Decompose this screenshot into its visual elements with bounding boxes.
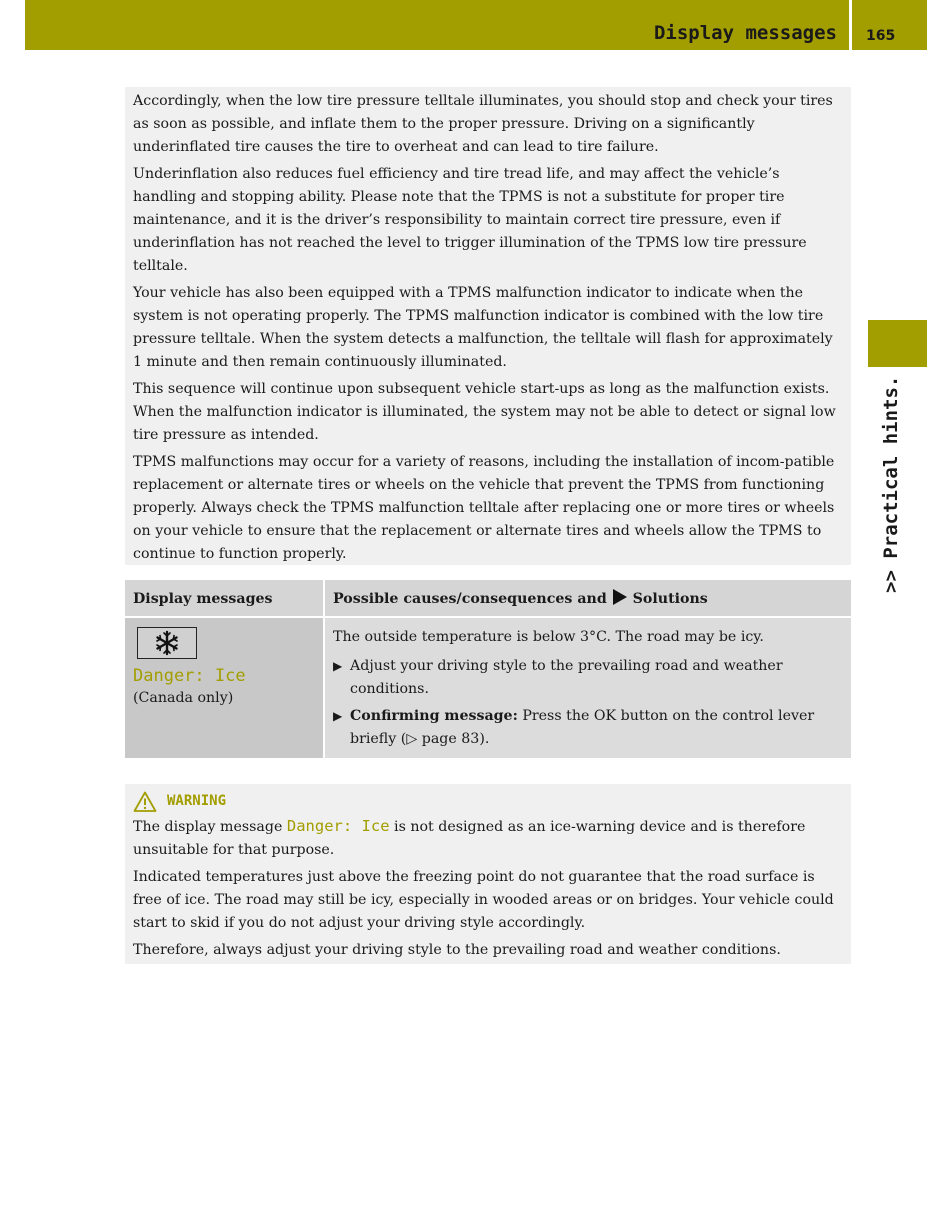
- intro-paragraph-1: Accordingly, when the low tire pressure telltale illuminates, you should stop and check your tires as soon as possible, and inflate them to the proper pressure. Driving on a significantly underinflated tire causes the tire to overheat and can lead to tire failure.: [133, 93, 833, 155]
- confirming-message-label: Confirming message:: [350, 708, 518, 724]
- bullet-arrow-icon: ▶: [333, 659, 343, 673]
- intro-paragraph-4: This sequence will continue upon subsequent vehicle start-ups as long as the malfunction exists. When the malfunction indicator is illuminated, the system may not be able to detect or signal low tire pressure as intended.: [133, 381, 836, 443]
- solution-item-1-text: Adjust your driving style to the prevailing road and weather conditions.: [350, 658, 783, 697]
- solution-item-2-text: Press the OK button on the control lever briefly (▷ page 83).: [350, 708, 815, 747]
- page-number: 165: [866, 28, 896, 44]
- warning-label: WARNING: [167, 792, 227, 809]
- warning-triangle-icon: [133, 791, 157, 812]
- table-header-causes: [325, 580, 851, 616]
- table-header-causes-suffix: Solutions: [632, 591, 708, 607]
- warning-line1-prefix: The display message: [133, 819, 283, 835]
- warning-danger-ice: Danger: Ice: [286, 817, 390, 835]
- warning-box: [125, 784, 851, 964]
- header-bar: [25, 0, 849, 50]
- canada-only-note: (Canada only): [133, 690, 234, 706]
- table-cell-message: [125, 618, 323, 758]
- intro-paragraph-5: TPMS malfunctions may occur for a variety of reasons, including the installation of incom-patible replacement or alternate tires or wheels on the vehicle that prevent the TPMS from functioning properly. Always check the TPMS malfunction telltale after replacing one or more tires or wheels on your vehicle to ensure that the replacement or alternate tires and wheels allow the TPMS to continue to function properly.: [133, 454, 835, 562]
- intro-text-box: [125, 87, 851, 565]
- warning-paragraph-2: Indicated temperatures just above the freezing point do not guarantee that the road surface is free of ice. The road may still be icy, especially in wooded areas or on bridges. Your vehicle could start to skid if you do not adjust your driving style accordingly.: [133, 869, 834, 931]
- cause-text: The outside temperature is below 3°C. The road may be icy.: [333, 629, 764, 645]
- table-header-causes-prefix: Possible causes/consequences and: [333, 591, 607, 607]
- side-tab-marker: [868, 320, 927, 367]
- warning-header: [133, 787, 843, 815]
- warning-paragraph-3: Therefore, always adjust your driving style to the prevailing road and weather conditions.: [133, 942, 781, 958]
- solution-arrow-icon: [612, 589, 628, 605]
- table-cell-causes: [325, 618, 851, 758]
- warning-paragraph-1: [133, 815, 843, 862]
- page-title: Display messages: [653, 22, 837, 44]
- display-messages-table: [125, 580, 851, 758]
- solution-item-2: [333, 705, 843, 751]
- snowflake-icon: [154, 630, 180, 656]
- section-side-label: >> Practical hints.: [880, 375, 902, 593]
- solution-item-1: [333, 655, 843, 701]
- intro-paragraph-2: Underinflation also reduces fuel efficiency and tire tread life, and may affect the vehicle’s handling and stopping ability. Please note that the TPMS is not a substitute for proper tire maintenance, and it is the driver’s responsibility to maintain correct tire pressure, even if underinflation has not reached the level to trigger illumination of the TPMS low tire pressure telltale.: [133, 166, 807, 274]
- danger-ice-message: Danger: Ice: [133, 666, 246, 686]
- display-icon-frame: [137, 627, 197, 659]
- table-header-display-messages: Display messages: [125, 580, 323, 616]
- warning-line1-suffix: is not designed as an ice-warning device and is therefore unsuitable for that purpose.: [133, 819, 806, 858]
- page-number-box: [852, 0, 927, 50]
- bullet-arrow-icon: ▶: [333, 709, 343, 723]
- intro-paragraph-3: Your vehicle has also been equipped with a TPMS malfunction indicator to indicate when the system is not operating properly. The TPMS malfunction indicator is combined with the low tire pressure telltale. When the system detects a malfunction, the telltale will flash for approximately 1 minute and then remain continuously illuminated.: [133, 285, 833, 370]
